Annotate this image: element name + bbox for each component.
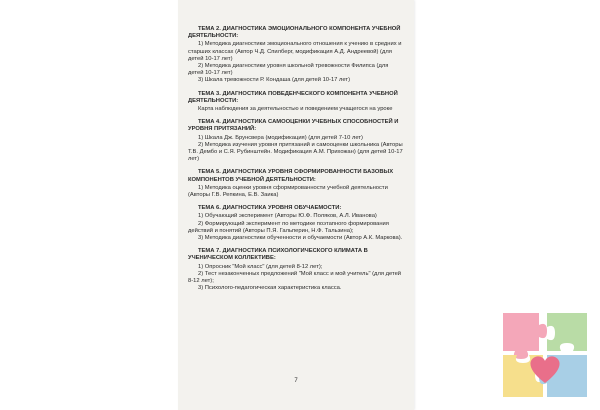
list-item: 2) Методика изучения уровня притязаний и самооценки школьника (Авторы Т.В. Дембо и С.Я. Рубинштейн. Модификация А.М. Прихожан) (для детей 10-17 лет) <box>188 141 403 163</box>
document-page <box>178 0 414 410</box>
topic-title: ТЕМА 6. ДИАГНОСТИКА УРОВНЯ ОБУЧАЕМОСТИ: <box>198 205 342 212</box>
topic-title: ТЕМА 7. ДИАГНОСТИКА ПСИХОЛОГИЧЕСКОГО КЛИМАТА В УЧЕНИЧЕСКОМ КОЛЛЕКТИВЕ: <box>188 248 368 262</box>
page-number: 7 <box>294 378 298 384</box>
list-item: 1) Опросник "Мой класс" (для детей 8-12 лет); <box>198 263 323 270</box>
list-item: 1) Обучающий эксперимент (Авторы Ю.Ф. Поляков, А.Л. Иванова) <box>198 213 377 220</box>
list-item: Карта наблюдения за деятельностью и поведением учащегося на уроке <box>198 106 393 113</box>
topic-title: ТЕМА 5. ДИАГНОСТИКА УРОВНЯ СФОРМИРОВАННОСТИ БАЗОВЫХ КОМПОНЕНТОВ УЧЕБНОЙ ДЕЯТЕЛЬНОСТИ: <box>188 169 394 183</box>
topic-section <box>188 169 404 199</box>
puzzle-heart-icon <box>497 307 593 403</box>
list-item: 2) Тест незаконченных предложений "Мой класс и мой учитель" (для детей 8-12 лет); <box>188 270 402 285</box>
list-item: 1) Методика диагностики эмоционального отношения к учению в средних и старших классах (Автор Ч.Д. Спилберг, модификация А.Д. Андреевой) (для детей 10-17 лет) <box>188 41 402 62</box>
list-item: 1) Методика оценки уровня сформированности учебной деятельности (Авторы Г.В. Репкина, Е.В. Заика) <box>188 184 388 199</box>
list-item: 3) Шкала тревожности Р. Кондаша (для детей 10-17 лет) <box>198 77 351 84</box>
topic-section <box>188 26 404 85</box>
topic-section <box>188 119 404 163</box>
topic-title: ТЕМА 4. ДИАГНОСТИКА САМООЦЕНКИ УЧЕБНЫХ СПОСОБНОСТЕЙ И УРОВНЯ ПРИТЯЗАНИЙ: <box>188 119 399 133</box>
topic-section <box>188 205 404 242</box>
topic-title: ТЕМА 2. ДИАГНОСТИКА ЭМОЦИОНАЛЬНОГО КОМПОНЕНТА УЧЕБНОЙ ДЕЯТЕЛЬНОСТИ: <box>188 26 401 40</box>
topic-section <box>188 248 404 292</box>
topic-title: ТЕМА 3. ДИАГНОСТИКА ПОВЕДЕНЧЕСКОГО КОМПОНЕНТА УЧЕБНОЙ ДЕЯТЕЛЬНОСТИ: <box>188 90 398 104</box>
list-item: 3) Методика диагностики обученности и обучаемости (Автор А.К. Маркова). <box>198 235 403 242</box>
puzzle-piece-pink <box>503 313 547 359</box>
topic-section <box>188 91 404 114</box>
table-of-contents <box>188 26 404 299</box>
list-item: 2) Формирующий эксперимент по методике поэтапного формирования действий и понятий (Авторы П.Я. Гальперин, Н.Ф. Тальзина); <box>188 220 389 234</box>
list-item: 3) Психолого-педагогическая характеристика класса. <box>198 285 342 292</box>
puzzle-piece-green <box>543 313 587 351</box>
list-item: 1) Шкала Дж. Брунсвера (модификация) (для детей 7-10 лет) <box>198 134 363 141</box>
list-item: 2) Методика диагностики уровня школьной тревожности Филипса (для детей 10-17 лет) <box>188 63 389 77</box>
